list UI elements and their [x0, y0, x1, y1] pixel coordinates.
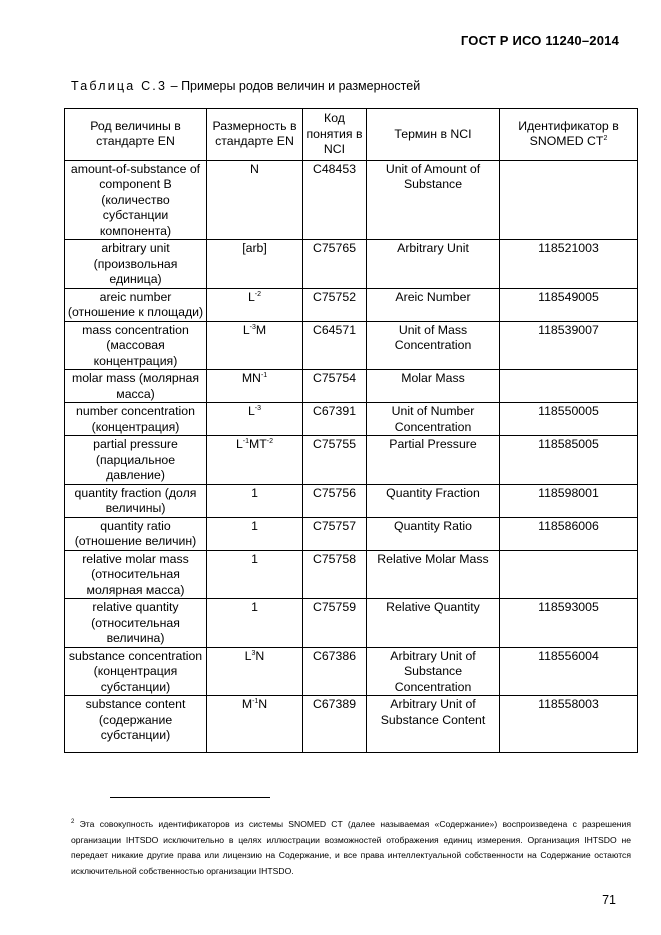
cell-snomed-id: [500, 160, 638, 240]
cell-snomed-id: 118598001: [500, 484, 638, 517]
cell-nci-term: Relative Quantity: [367, 599, 500, 648]
cell-nci-code: C48453: [303, 160, 367, 240]
table-row: [65, 321, 638, 370]
dimension-exponent: -1: [242, 438, 250, 445]
cell-kind: quantity fraction (доля величины): [65, 484, 207, 517]
dimension-base: L: [247, 404, 255, 418]
table-row: [65, 484, 638, 517]
cell-kind: relative quantity (относительная величина): [65, 599, 207, 648]
table-row: [65, 370, 638, 403]
table-body: [65, 160, 638, 752]
dimension-base: [arb]: [242, 241, 267, 255]
col-header-snomed: [500, 109, 638, 161]
cell-snomed-id: 118585005: [500, 436, 638, 485]
cell-kind: quantity ratio (отношение величин): [65, 517, 207, 550]
dimension-exponent: -1: [252, 698, 259, 705]
table-caption: [71, 79, 420, 93]
cell-nci-code: C67389: [303, 696, 367, 753]
dimension-base: MN: [241, 371, 261, 385]
table-row: [65, 403, 638, 436]
footnote-separator: [110, 797, 270, 798]
cell-snomed-id: 118550005: [500, 403, 638, 436]
cell-nci-code: C67391: [303, 403, 367, 436]
dimension-tail: M: [255, 322, 267, 337]
col-header-nci-term: Термин в NCI: [367, 109, 500, 161]
cell-nci-term: Arbitrary Unit of Substance Concentration: [367, 647, 500, 696]
cell-kind: number concentration (концентрация): [65, 403, 207, 436]
table-row: [65, 517, 638, 550]
cell-nci-term: Unit of Number Concentration: [367, 403, 500, 436]
cell-dimension: [207, 370, 303, 403]
cell-nci-code: C75752: [303, 288, 367, 321]
col-header-snomed-label: Идентификатор в SNOMED CT: [518, 118, 619, 149]
cell-snomed-id: 118586006: [500, 517, 638, 550]
cell-snomed-id: [500, 550, 638, 599]
col-header-kind: Род величины в стандарте EN: [65, 109, 207, 161]
cell-nci-term: Partial Pressure: [367, 436, 500, 485]
dimension-exponent: -1: [260, 372, 268, 379]
cell-nci-code: C75765: [303, 240, 367, 289]
cell-nci-term: Arbitrary Unit: [367, 240, 500, 289]
cell-dimension: [207, 647, 303, 696]
dimension-base: N: [250, 161, 259, 176]
cell-nci-term: Areic Number: [367, 288, 500, 321]
cell-dimension: [207, 288, 303, 321]
cell-dimension: [207, 321, 303, 370]
cell-snomed-id: 118539007: [500, 321, 638, 370]
dimension-base: L: [235, 437, 243, 451]
dimension-base: 1: [251, 518, 258, 533]
cell-nci-code: C75756: [303, 484, 367, 517]
document-header: ГОСТ Р ИСО 11240–2014: [460, 33, 619, 48]
table-header-row: [65, 109, 638, 161]
cell-dimension: [207, 696, 303, 753]
cell-snomed-id: 118558003: [500, 696, 638, 753]
cell-nci-term: Arbitrary Unit of Substance Content: [367, 696, 500, 753]
table-row: [65, 288, 638, 321]
cell-kind: mass concentration (массовая концентрация): [65, 321, 207, 370]
table-row: [65, 696, 638, 753]
table-row: [65, 647, 638, 696]
dimension-tail: MT: [249, 437, 267, 451]
table-row: [65, 550, 638, 599]
cell-nci-term: Relative Molar Mass: [367, 550, 500, 599]
dimension-exponent-2: -2: [266, 438, 274, 445]
footnote-mark: 2: [71, 819, 75, 825]
footnote: [71, 817, 631, 879]
cell-dimension: [207, 240, 303, 289]
col-header-nci-code: Код понятия в NCI: [303, 109, 367, 161]
cell-nci-code: C67386: [303, 647, 367, 696]
cell-kind: substance concentration (концентрация субстанции): [65, 647, 207, 696]
table-row: [65, 240, 638, 289]
cell-kind: substance content (содержание субстанции): [65, 696, 207, 753]
cell-snomed-id: 118521003: [500, 240, 638, 289]
cell-dimension: [207, 160, 303, 240]
dimension-exponent: -3: [249, 323, 256, 331]
table-row: [65, 436, 638, 485]
cell-nci-term: Molar Mass: [367, 370, 500, 403]
dimension-base: M: [241, 697, 253, 711]
cell-nci-term: Unit of Mass Concentration: [367, 321, 500, 370]
cell-kind: arbitrary unit (произвольная единица): [65, 240, 207, 289]
cell-dimension: [207, 403, 303, 436]
cell-kind: molar mass (молярная масса): [65, 370, 207, 403]
dimension-base: L: [244, 648, 252, 663]
cell-nci-code: C75757: [303, 517, 367, 550]
cell-snomed-id: [500, 370, 638, 403]
col-header-dimension: Размерность в стандарте EN: [207, 109, 303, 161]
cell-nci-code: C75755: [303, 436, 367, 485]
cell-nci-term: Quantity Ratio: [367, 517, 500, 550]
dimension-base: 1: [251, 485, 258, 500]
cell-snomed-id: 118593005: [500, 599, 638, 648]
cell-dimension: [207, 550, 303, 599]
dimension-base: L: [247, 289, 255, 304]
dimension-exponent: -2: [254, 290, 262, 298]
dimension-base: 1: [251, 600, 258, 614]
dimension-tail: N: [258, 697, 268, 711]
cell-dimension: [207, 484, 303, 517]
cell-kind: amount-of-substance of component B (количество субстанции компонента): [65, 160, 207, 240]
quantity-kinds-table: [64, 108, 638, 753]
dimension-exponent: -3: [254, 405, 262, 412]
table-label: Таблица С.3: [71, 79, 168, 93]
cell-kind: relative molar mass (относительная молярная масса): [65, 550, 207, 599]
dimension-base: L: [242, 322, 250, 337]
table-row: [65, 160, 638, 240]
dimension-base: 1: [251, 551, 258, 566]
cell-nci-code: C75759: [303, 599, 367, 648]
cell-nci-code: C64571: [303, 321, 367, 370]
cell-snomed-id: 118556004: [500, 647, 638, 696]
caption-dash: –: [170, 79, 178, 93]
cell-nci-term: Unit of Amount of Substance: [367, 160, 500, 240]
dimension-exponent: 3: [251, 649, 256, 657]
cell-nci-code: C75754: [303, 370, 367, 403]
page-number: 71: [602, 893, 616, 907]
cell-kind: partial pressure (парциальное давление): [65, 436, 207, 485]
cell-dimension: [207, 517, 303, 550]
dimension-tail: N: [255, 648, 265, 663]
cell-snomed-id: 118549005: [500, 288, 638, 321]
footnote-ref: 2: [603, 135, 608, 143]
table-row: [65, 599, 638, 648]
cell-kind: areic number (отношение к площади): [65, 288, 207, 321]
cell-dimension: [207, 599, 303, 648]
table-title: Примеры родов величин и размерностей: [181, 79, 421, 93]
footnote-text: Эта совокупность идентификаторов из системы SNOMED CT (далее называемая «Содержание») воспроизведена с разрешения организации IHTSDO исключительно в целях иллюстрации возможностей отображения единиц измерения. Организация IHTSDO не передает никакие другие права или лицензию на Содержание, и все права интеллектуальной собственности на Содержание остаются исключительной собственностью организации IHTSDO.: [71, 819, 632, 876]
cell-dimension: [207, 436, 303, 485]
cell-nci-term: Quantity Fraction: [367, 484, 500, 517]
cell-nci-code: C75758: [303, 550, 367, 599]
